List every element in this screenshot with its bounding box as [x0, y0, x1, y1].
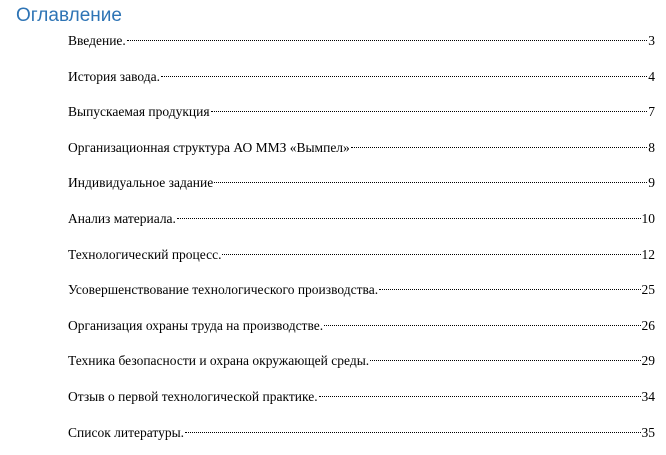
toc-entry-title: Усовершенствование технологического производства.	[68, 282, 379, 298]
toc-entry[interactable]	[68, 242, 655, 278]
toc-dot-leader	[351, 147, 647, 148]
toc-heading: Оглавление	[16, 5, 122, 26]
toc-entry[interactable]	[68, 313, 655, 349]
toc-entry[interactable]	[68, 420, 655, 455]
toc-entry-page-number: 7	[648, 104, 655, 120]
toc-entry-title: Анализ материала.	[68, 210, 176, 226]
toc-entry-page-number: 29	[641, 353, 655, 369]
toc-entry-title: Выпускаемая продукция	[68, 104, 210, 120]
toc-entry[interactable]	[68, 384, 655, 420]
toc-entry[interactable]	[68, 28, 655, 64]
toc-dot-leader	[319, 396, 641, 397]
toc-entry-page-number: 34	[641, 388, 655, 404]
toc-dot-leader	[177, 218, 641, 219]
toc-entry[interactable]	[68, 277, 655, 313]
toc-entry-page-number: 3	[648, 33, 655, 48]
toc-entry-title: Отзыв о первой технологической практике.	[68, 388, 318, 404]
toc-entry-page-number: 12	[641, 246, 655, 262]
toc-entry-title: Техника безопасности и охрана окружающей среды.	[68, 353, 370, 369]
toc-entry-title: Организационная структура АО ММЗ «Вымпел»	[68, 139, 350, 155]
toc-entry[interactable]	[68, 170, 655, 206]
toc-entry-title: История завода.	[68, 68, 160, 84]
toc-entry-page-number: 9	[648, 175, 655, 191]
toc-entry-title: Список литературы.	[68, 424, 185, 440]
toc-entry-page-number: 25	[641, 282, 655, 298]
toc-dot-leader	[222, 254, 640, 255]
toc-dot-leader	[161, 76, 647, 77]
toc-entry-page-number: 35	[641, 424, 655, 440]
toc-entry[interactable]	[68, 135, 655, 171]
toc-dot-leader	[324, 325, 640, 326]
toc-entry-page-number: 4	[648, 68, 655, 84]
toc-dot-leader	[214, 182, 647, 183]
toc-entry-title: Введение.	[68, 33, 126, 48]
toc-dot-leader	[185, 432, 640, 433]
toc-dot-leader	[379, 289, 640, 290]
toc-entry-page-number: 8	[648, 139, 655, 155]
toc-entry-title: Организация охраны труда на производстве.	[68, 317, 324, 333]
toc-entry[interactable]	[68, 206, 655, 242]
toc-entry-page-number: 26	[641, 317, 655, 333]
toc-entry[interactable]	[68, 64, 655, 100]
toc-entry[interactable]	[68, 348, 655, 384]
toc-entry[interactable]	[68, 99, 655, 135]
toc-dot-leader	[127, 40, 647, 41]
toc-entry-title: Технологический процесс.	[68, 246, 222, 262]
toc-dot-leader	[370, 360, 640, 361]
toc-entry-title: Индивидуальное задание	[68, 175, 214, 191]
toc-dot-leader	[211, 111, 648, 112]
toc-entry-page-number: 10	[641, 210, 655, 226]
toc-list	[68, 28, 655, 455]
